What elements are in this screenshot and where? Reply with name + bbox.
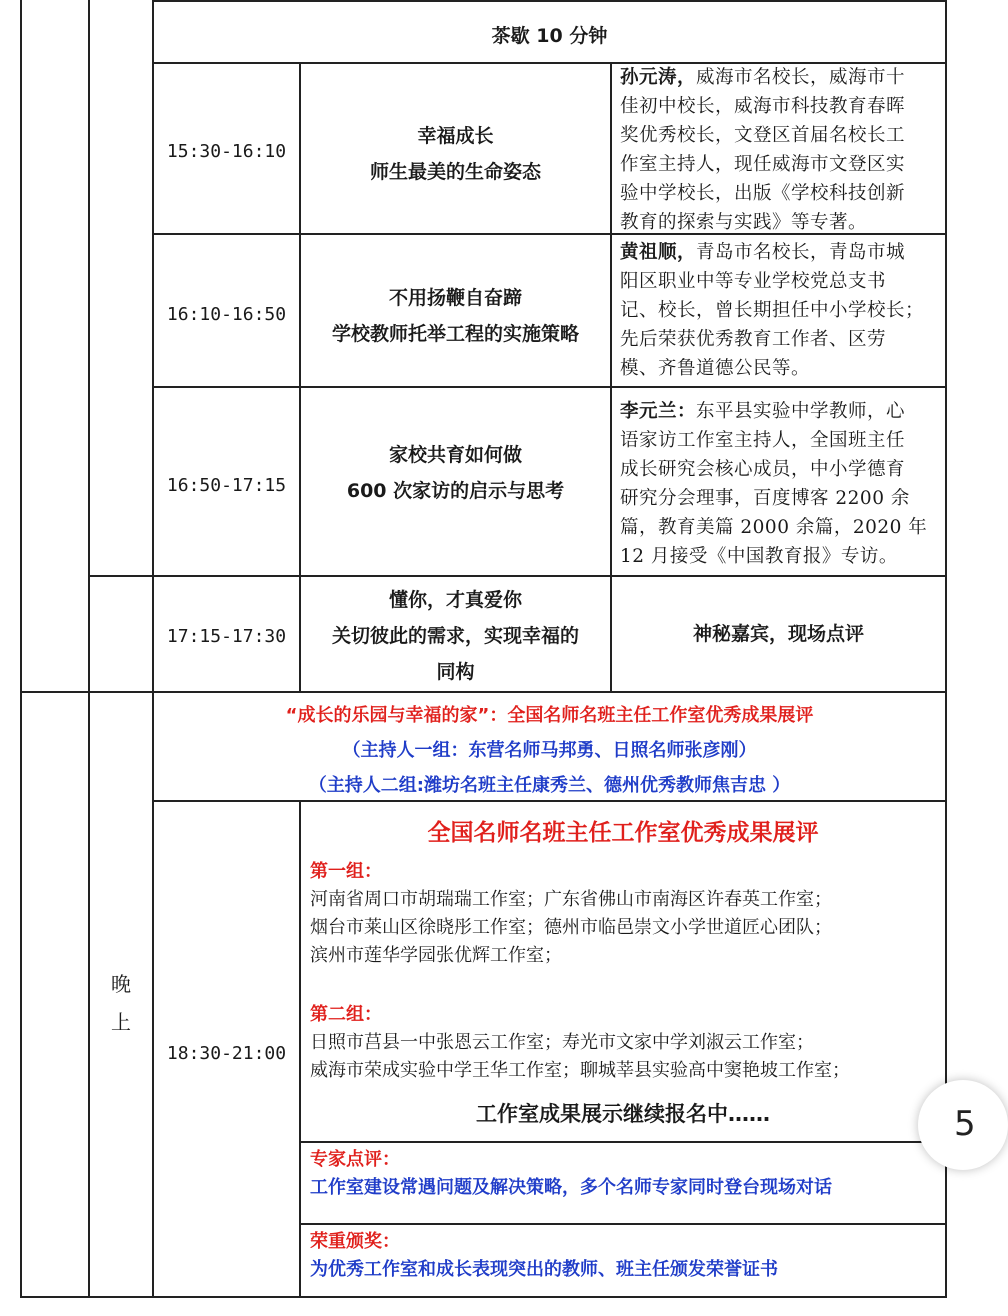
title-line: 同构 — [436, 661, 475, 683]
title-line: 家校共育如何做 — [388, 444, 522, 466]
rule-top — [152, 0, 947, 2]
rule-v — [299, 800, 301, 1298]
group1-line: 烟台市莱山区徐晓彤工作室；德州市临邑崇文小学世道匠心团队； — [310, 917, 832, 938]
speaker-bio — [620, 63, 945, 237]
host-group-1: （主持人一组：东营名师马邦勇、日照名师张彦刚） — [342, 740, 757, 761]
award-text: 为优秀工作室和成长表现突出的教师、班主任颁发荣誉证书 — [310, 1259, 778, 1280]
session-time: 15:30-16:10 — [166, 141, 287, 162]
title-line: 幸福成长 — [417, 125, 494, 147]
group1-label: 第一组： — [310, 861, 382, 882]
bio-line: 佳初中校长，威海市科技教育春晖 — [620, 96, 906, 117]
session-time: 16:50-17:15 — [166, 475, 287, 496]
rule-v — [610, 62, 612, 692]
bio-line: 阳区职业中等专业学校党总支书 — [620, 271, 887, 292]
rule-v — [88, 0, 90, 1298]
rule — [20, 691, 947, 693]
showcase-title: 全国名师名班主任工作室优秀成果展评 — [427, 820, 819, 846]
rule — [300, 1141, 947, 1143]
page-number-badge — [918, 1080, 1008, 1170]
group2-list — [310, 1029, 940, 1085]
speaker-name: 孙元涛， — [620, 67, 697, 88]
session-title — [301, 582, 610, 690]
host-group-2: （主持人二组:潍坊名班主任康秀兰、德州优秀教师焦吉忠 ） — [308, 775, 791, 796]
bio-line: 模、齐鲁道德公民等。 — [620, 358, 811, 379]
bio-line: 作室主持人，现任威海市文登区实 — [620, 154, 906, 175]
group1-list — [310, 886, 940, 970]
period-char: 晚 — [111, 972, 131, 996]
session-title — [301, 118, 610, 190]
bio-line: 篇，教育美篇 2000 余篇，2020 年 — [620, 517, 928, 538]
title-line: 学校教师托举工程的实施策略 — [331, 323, 579, 345]
bio-line: 教育的探索与实践》等专著。 — [620, 212, 868, 233]
evening-header: “成长的乐园与幸福的家”：全国名师名班主任工作室优秀成果展评 — [285, 705, 814, 726]
rule — [152, 800, 947, 802]
rule-v — [20, 0, 22, 1298]
bio-line: 记、校长，曾长期担任中小学校长； — [620, 300, 925, 321]
speaker-name: 黄祖顺， — [620, 242, 697, 263]
title-line: 懂你，才真爱你 — [388, 589, 522, 611]
period-label — [90, 965, 152, 1041]
tea-break: 茶歇 10 分钟 — [491, 25, 608, 47]
expert-label: 专家点评： — [310, 1149, 400, 1170]
bio-line: 研究分会理事，百度博客 2200 余 — [620, 488, 910, 509]
rule-bottom — [20, 1296, 947, 1298]
award-label: 荣重颁奖： — [310, 1231, 400, 1252]
group2-label: 第二组： — [310, 1004, 382, 1025]
session-time: 18:30-21:00 — [166, 1043, 287, 1064]
bio-line: 先后荣获优秀教育工作者、区劳 — [620, 329, 887, 350]
session-title — [301, 437, 610, 509]
bio-line: 青岛市名校长，青岛市城 — [696, 242, 906, 263]
bio-line: 验中学校长，出版《学校科技创新 — [620, 183, 906, 204]
bio-line: 语家访工作室主持人，全国班主任 — [620, 430, 906, 451]
expert-text: 工作室建设常遇问题及解决策略，多个名师专家同时登台现场对话 — [310, 1177, 832, 1198]
page-number: 5 — [954, 1104, 976, 1144]
bio-line: 东平县实验中学教师，心 — [696, 401, 906, 422]
bio-line: 奖优秀校长，文登区首届名校长工 — [620, 125, 906, 146]
period-char: 上 — [111, 1010, 131, 1034]
bio-line: 威海市名校长，威海市十 — [696, 67, 906, 88]
speaker-bio — [620, 397, 945, 571]
bio-line: 成长研究会核心成员，中小学德育 — [620, 459, 906, 480]
rule — [152, 386, 947, 388]
bio-line: 12 月接受《中国教育报》专访。 — [620, 546, 898, 567]
session-time: 17:15-17:30 — [166, 626, 287, 647]
session-title — [301, 280, 610, 352]
rule — [88, 575, 947, 577]
title-line: 关切彼此的需求，实现幸福的 — [331, 625, 579, 647]
group1-line: 滨州市莲华学园张优辉工作室； — [310, 945, 562, 966]
session-time: 16:10-16:50 — [166, 304, 287, 325]
guest-speaker: 神秘嘉宾，现场点评 — [692, 623, 864, 645]
speaker-bio — [620, 238, 945, 383]
title-line: 师生最美的生命姿态 — [369, 161, 541, 183]
group2-line: 日照市莒县一中张恩云工作室；寿光市文家中学刘淑云工作室； — [310, 1032, 814, 1053]
group2-line: 威海市荣成实验中学王华工作室；聊城莘县实验高中窦艳坡工作室； — [310, 1060, 850, 1081]
speaker-name: 李元兰： — [620, 401, 697, 422]
title-line: 不用扬鞭自奋蹄 — [388, 287, 522, 309]
title-line: 600 次家访的启示与思考 — [346, 480, 565, 502]
group1-line: 河南省周口市胡瑞瑞工作室；广东省佛山市南海区许春英工作室； — [310, 889, 832, 910]
rule — [300, 1223, 947, 1225]
signup-note: 工作室成果展示继续报名中…… — [476, 1102, 770, 1126]
